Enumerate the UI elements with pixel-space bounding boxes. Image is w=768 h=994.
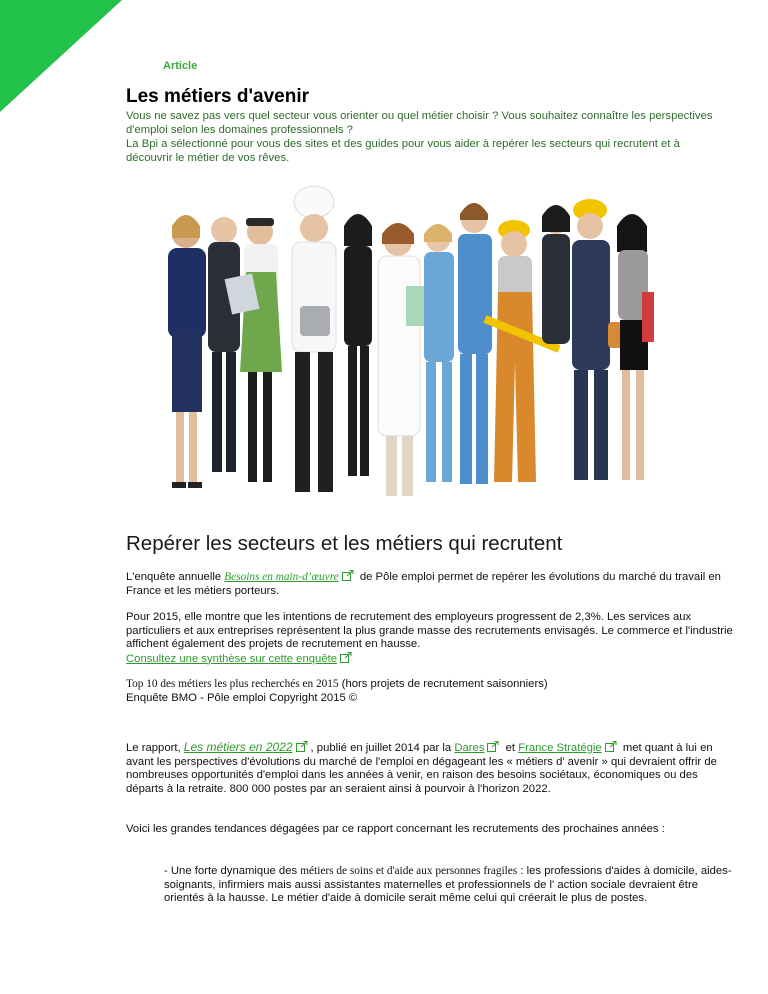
- paragraph-enquete: [126, 570, 738, 598]
- corner-decoration: [0, 0, 122, 112]
- paragraph-rapport: [126, 741, 738, 796]
- p4-after: met quant à lui en avant les perspectives d'évolutions du marché de l'emploi en dégageant les « métiers d' avenir » qui devraient offrir de nombreuses opportunités d'emploi dans les années à venir, en raison des besoins sociétaux, économiques ou des départs à la retraite. 800 000 postes par an seraient ainsi à pourvoir à l'horizon 2022.: [126, 742, 717, 795]
- professionals-group-photo: [162, 182, 654, 518]
- bullet1-highlight: métiers de soins et d'aide aux personnes fragiles: [300, 865, 518, 877]
- bullet1-after: : les professions d'aides à domicile, aides-soignants, infirmiers mais aussi assistantes maternelles et professionnels de l' action sociale devraient être orientés à la hausse. Le métier d'aide à domicile serait même celui qui créerait le plus de postes.: [164, 865, 732, 905]
- external-link-icon[interactable]: [605, 741, 617, 752]
- p4-before: Le rapport,: [126, 742, 184, 754]
- person-woman-shirt: [542, 205, 570, 344]
- france-strategie-link[interactable]: France Stratégie: [518, 742, 602, 754]
- page-title: Les métiers d'avenir: [126, 86, 309, 107]
- metiers-2022-link[interactable]: Les métiers en 2022: [183, 740, 293, 754]
- p4-mid1: , publié en juillet 2014 par la: [310, 742, 455, 754]
- top10-caption: Top 10 des métiers les plus recherchés en 2015: [126, 678, 339, 690]
- tendances-intro: Voici les grandes tendances dégagées par ce rapport concernant les recrutements des prochaines années :: [126, 823, 665, 835]
- p2-text: Pour 2015, elle montre que les intentions de recrutement des employeurs progressent de 2,3%. Les services aux particuliers et aux entreprises représentent la plus grande masse des recrutements envisagés. Le commerce et l'industrie affichent également des projets de recrutement en hausse.: [126, 611, 733, 651]
- paragraph-top10: [126, 678, 738, 705]
- synthese-link[interactable]: Consultez une synthèse sur cette enquête: [126, 652, 338, 665]
- bullet-soins: [164, 865, 738, 906]
- besoins-link[interactable]: Besoins en main-d’œuvre: [224, 571, 339, 583]
- p1-text-after: de Pôle emploi permet de repérer les évolutions du marché du travail en France et les métiers porteurs.: [126, 571, 721, 597]
- external-link-icon[interactable]: [342, 570, 354, 581]
- p4-mid2: et: [502, 742, 519, 754]
- paragraph-tendances: [126, 823, 738, 837]
- section-heading: Repérer les secteurs et les métiers qui recrutent: [126, 532, 563, 555]
- external-link-icon[interactable]: [340, 652, 352, 663]
- intro: [126, 109, 726, 165]
- intro-line-2: La Bpi a sélectionné pour vous des sites et des guides pour vous aider à repérer les secteurs qui recrutent et à découvrir le métier de vos rêves.: [126, 138, 680, 164]
- dares-link[interactable]: Dares: [454, 742, 485, 754]
- intro-line-1: Vous ne savez pas vers quel secteur vous orienter ou quel métier choisir ? Vous souhaitez connaître les perspectives d'emploi selon les domaines professionnels ?: [126, 110, 713, 136]
- external-link-icon[interactable]: [296, 741, 308, 752]
- copyright-line: Enquête BMO - Pôle emploi Copyright 2015 ©: [126, 691, 358, 704]
- paragraph-2015: [126, 611, 738, 666]
- article-label: Article: [163, 60, 198, 72]
- top10-rest: (hors projets de recrutement saisonniers): [338, 678, 548, 690]
- external-link-icon[interactable]: [487, 741, 499, 752]
- p1-text-before: L'enquête annuelle: [126, 571, 225, 583]
- bullet1-before: - Une forte dynamique des: [164, 865, 301, 877]
